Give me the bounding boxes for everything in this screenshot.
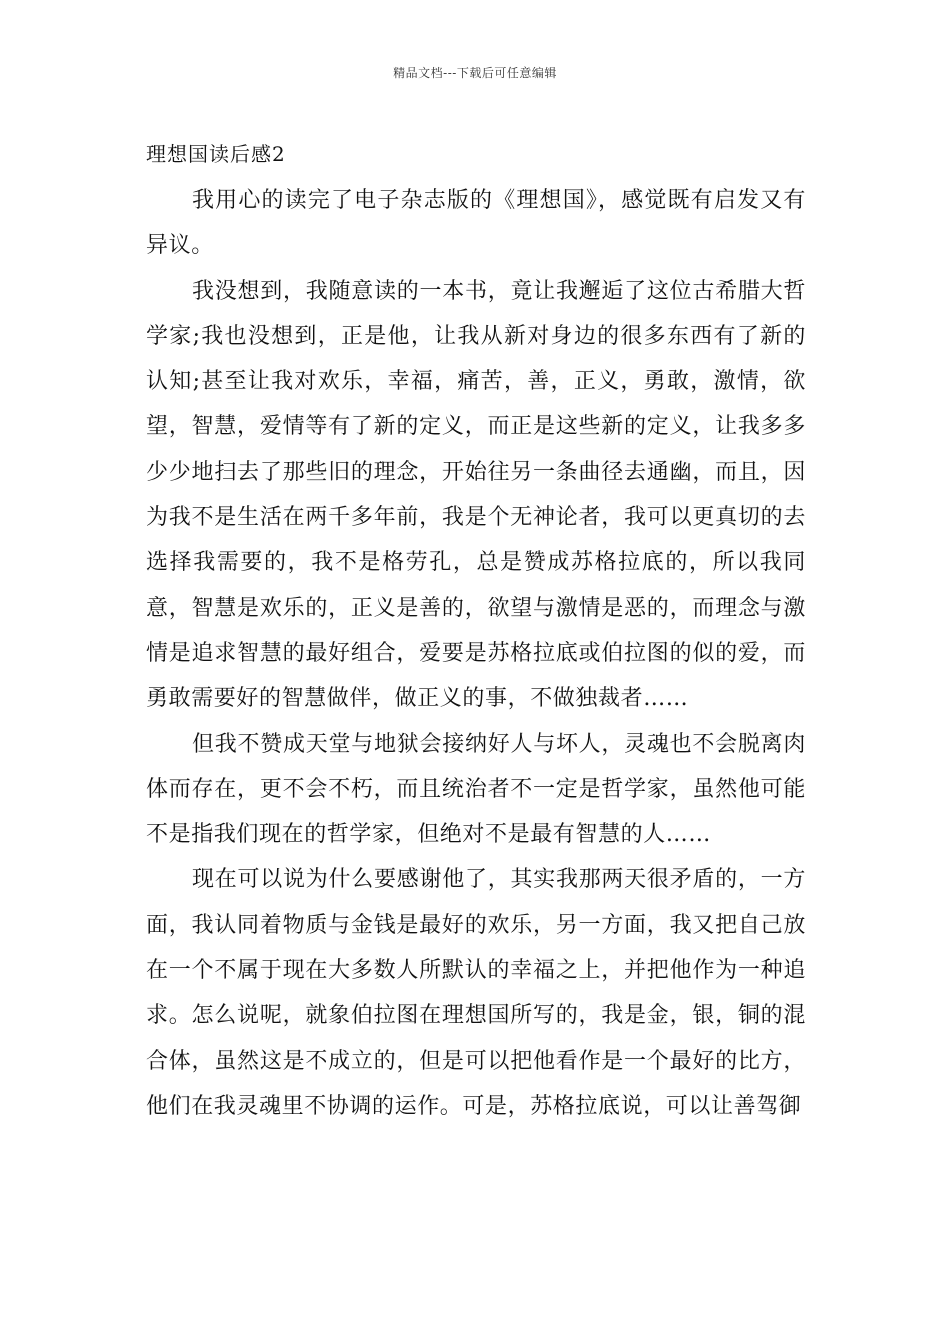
paragraph-4: 现在可以说为什么要感谢他了，其实我那两天很矛盾的，一方面，我认同着物质与金钱是最好的欢乐，另一方面，我又把自己放在一个不属于现在大多数人所默认的幸福之上，并把他作为一种追求。怎么说呢，就象伯拉图在理想国所写的，我是金，银，铜的混合体，虽然这是不成立的，但是可以把他看作是一个最好的比方，他们在我灵魂里不协调的运作。可是，苏格拉底说，可以让善驾御 — [146, 867, 806, 1119]
paragraph-1: 我用心的读完了电子杂志版的《理想国》，感觉既有启发又有异议。 — [146, 188, 806, 259]
page-header: 精品文档---下载后可任意编辑 — [393, 66, 557, 80]
paragraph-2: 我没想到，我随意读的一本书，竟让我邂逅了这位古希腊大哲学家;我也没想到，正是他，让我从新对身边的很多东西有了新的认知;甚至让我对欢乐，幸福，痛苦，善，正义，勇敢，激情，欲望，智慧，爱情等有了新的定义，而正是这些新的定义，让我多多少少地扫去了那些旧的理念，开始往另一条曲径去通幽，而且，因为我不是生活在两千多年前，我是个无神论者，我可以更真切的去选择我需要的，我不是格劳孔，总是赞成苏格拉底的，所以我同意，智慧是欢乐的，正义是善的，欲望与激情是恶的，而理念与激情是追求智慧的最好组合，爱要是苏格拉底或伯拉图的似的爱，而勇敢需要好的智慧做伴，做正义的事，不做独裁者…… — [146, 278, 806, 712]
document-title: 理想国读后感2 — [146, 142, 286, 166]
paragraph-3: 但我不赞成天堂与地狱会接纳好人与坏人，灵魂也不会脱离肉体而存在，更不会不朽，而且统治者不一定是哲学家，虽然他可能不是指我们现在的哲学家，但绝对不是最有智慧的人…… — [146, 731, 806, 848]
document-body — [146, 178, 806, 1129]
